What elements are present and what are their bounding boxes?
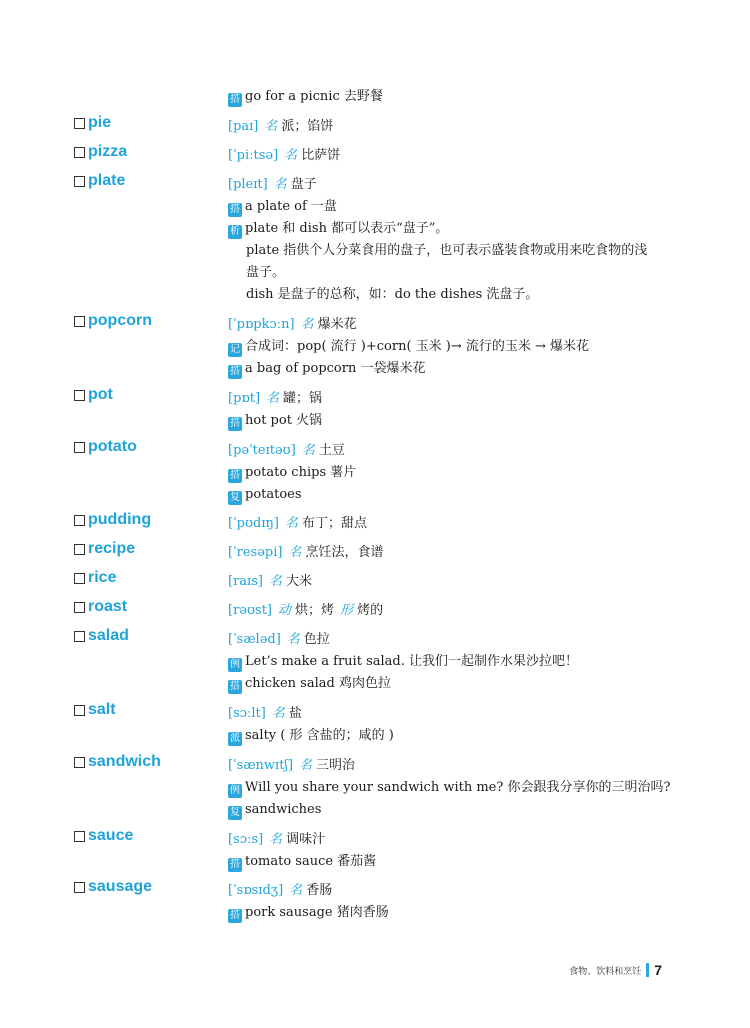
checkbox-icon	[74, 602, 85, 613]
label-badge-icon: 例	[230, 785, 240, 796]
checkbox-icon	[74, 118, 85, 129]
definition-line	[228, 755, 698, 777]
headword: popcorn	[88, 312, 152, 329]
definition-line	[228, 484, 698, 506]
part-of-speech: 名	[299, 758, 313, 773]
definition-text: 派；馅饼	[281, 119, 334, 134]
definition-text: plate 和 dish 都可以表示“盘子”。	[245, 221, 449, 236]
phonetic: [rəʊst]	[228, 603, 273, 618]
part-of-speech: 名	[269, 832, 283, 847]
vocab-word	[74, 312, 152, 330]
headword: roast	[88, 598, 128, 615]
headword: salad	[88, 627, 129, 644]
vocab-word	[74, 627, 129, 645]
headword: sausage	[88, 878, 153, 895]
vocab-word	[74, 878, 152, 896]
vocab-word	[74, 701, 116, 719]
phonetic: [ˈsæləd]	[228, 632, 281, 647]
label-badge-icon: 派	[230, 733, 240, 744]
part-of-speech: 名	[266, 391, 280, 406]
phonetic: [sɔːs]	[228, 832, 264, 847]
headword: rice	[88, 569, 117, 586]
label-badge-icon: 例	[230, 659, 240, 670]
part-of-speech: 形	[340, 603, 354, 618]
headword: pizza	[88, 143, 128, 160]
label-badge-icon: 搭	[230, 910, 240, 921]
definition-line	[228, 218, 698, 240]
definition-line	[228, 174, 698, 196]
label-badge-icon: 搭	[230, 94, 240, 105]
vocab-word	[74, 172, 125, 190]
vocab-word	[74, 827, 133, 845]
checkbox-icon	[74, 757, 85, 768]
definition-text: 爆米花	[317, 317, 357, 332]
definition-line	[228, 600, 698, 622]
label-badge-icon: 搭	[230, 366, 240, 377]
vocab-word	[74, 753, 161, 771]
definition-block	[228, 600, 698, 622]
definition-line	[228, 240, 698, 262]
definition-text: a bag of popcorn 一袋爆米花	[245, 361, 426, 376]
definition-block	[228, 314, 698, 380]
definition-block	[228, 880, 698, 924]
phonetic: [ˈpʊdɪŋ]	[228, 516, 279, 531]
definition-text: 烤的	[357, 603, 384, 618]
phonetic: [paɪ]	[228, 119, 259, 134]
definition-line	[228, 284, 698, 306]
definition-text: 调味汁	[286, 832, 326, 847]
checkbox-icon	[74, 544, 85, 555]
vocab-word	[74, 438, 137, 456]
definition-text: potatoes	[245, 487, 302, 502]
definition-text: Will you share your sandwich with me? 你会跟我分享你的三明治吗?	[245, 780, 671, 795]
definition-text: 盐	[288, 706, 302, 721]
definition-line	[228, 440, 698, 462]
checkbox-icon	[74, 316, 85, 327]
definition-line	[228, 902, 698, 924]
definition-line	[228, 116, 698, 138]
part-of-speech: 名	[284, 516, 298, 531]
definition-text: chicken salad 鸡肉色拉	[245, 676, 391, 691]
label-badge-icon: 搭	[230, 418, 240, 429]
part-of-speech: 名	[289, 883, 303, 898]
label-badge-icon: 复	[230, 492, 240, 503]
vocab-word	[74, 114, 111, 132]
checkbox-icon	[74, 631, 85, 642]
phonetic: [pəˈteɪtəʊ]	[228, 443, 296, 458]
part-of-speech: 名	[288, 545, 302, 560]
page-footer	[569, 962, 662, 978]
part-of-speech: 名	[271, 706, 285, 721]
definition-line	[228, 703, 698, 725]
definition-text: 合成词：pop( 流行 )+corn( 玉米 )→ 流行的玉米 → 爆米花	[245, 339, 590, 354]
definition-text: salty ( 形 含盐的；咸的 )	[245, 728, 394, 743]
page-number: 7	[654, 962, 662, 978]
label-badge-icon: 搭	[230, 859, 240, 870]
part-of-speech: 动	[278, 603, 292, 618]
part-of-speech: 名	[268, 574, 282, 589]
definition-block	[228, 755, 698, 821]
headword: pudding	[88, 511, 152, 528]
definition-block	[228, 542, 698, 564]
checkbox-icon	[74, 573, 85, 584]
definition-line	[228, 196, 698, 218]
checkbox-icon	[74, 176, 85, 187]
definition-block	[228, 440, 698, 506]
definition-text: 土豆	[318, 443, 345, 458]
phonetic: [ˈresəpi]	[228, 545, 283, 560]
definition-line	[228, 799, 698, 821]
headword: pie	[88, 114, 112, 131]
vocab-word	[74, 386, 113, 404]
definition-block	[228, 513, 698, 535]
definition-text: 大米	[285, 574, 312, 589]
phonetic: [ˈpiːtsə]	[228, 148, 279, 163]
headword: plate	[88, 172, 126, 189]
definition-text: 烹饪法，食谱	[305, 545, 384, 560]
checkbox-icon	[74, 147, 85, 158]
definition-text: tomato sauce 番茄酱	[245, 854, 377, 869]
headword: pot	[88, 386, 113, 403]
definition-line	[228, 542, 698, 564]
definition-line	[228, 410, 698, 432]
definition-text: 色拉	[303, 632, 330, 647]
headword: recipe	[88, 540, 136, 557]
vocab-word	[74, 598, 127, 616]
phonetic: [ˈsænwɪtʃ]	[228, 758, 294, 773]
vocab-word	[74, 143, 127, 161]
label-badge-icon: 复	[230, 807, 240, 818]
definition-block	[228, 116, 698, 138]
checkbox-icon	[74, 705, 85, 716]
vocab-word	[74, 511, 151, 529]
part-of-speech: 名	[286, 632, 300, 647]
definition-line	[228, 673, 698, 695]
definition-line	[228, 725, 698, 747]
label-badge-icon: 搭	[230, 204, 240, 215]
label-badge-icon: 搭	[230, 470, 240, 481]
definition-line	[228, 629, 698, 651]
definition-text: 布丁；甜点	[301, 516, 367, 531]
definition-block	[228, 86, 698, 108]
definition-text: 比萨饼	[301, 148, 341, 163]
definition-text: plate 指供个人分菜食用的盘子，也可表示盛装食物或用来吃食物的浅	[246, 243, 648, 258]
vocab-word	[74, 569, 116, 587]
definition-block	[228, 145, 698, 167]
definition-line	[228, 388, 698, 410]
part-of-speech: 名	[301, 443, 315, 458]
label-badge-icon: 搭	[230, 681, 240, 692]
definition-text: 罐；锅	[283, 391, 323, 406]
definition-line	[228, 358, 698, 380]
definition-block	[228, 388, 698, 432]
label-badge-icon: 析	[230, 226, 240, 237]
definition-text: Let’s make a fruit salad. 让我们一起制作水果沙拉吧！	[245, 654, 578, 669]
definition-block	[228, 629, 698, 695]
definition-text: potato chips 薯片	[245, 465, 357, 480]
definition-line	[228, 651, 698, 673]
checkbox-icon	[74, 442, 85, 453]
headword: sandwich	[88, 753, 161, 770]
definition-line	[228, 145, 698, 167]
phonetic: [ˈpɒpkɔːn]	[228, 317, 295, 332]
headword: sauce	[88, 827, 134, 844]
definition-block	[228, 174, 698, 306]
definition-text: go for a picnic 去野餐	[245, 89, 383, 104]
definition-block	[228, 571, 698, 593]
definition-line	[228, 462, 698, 484]
definition-line	[228, 314, 698, 336]
definition-text: a plate of 一盘	[245, 199, 337, 214]
definition-line	[228, 336, 698, 358]
headword: salt	[88, 701, 116, 718]
checkbox-icon	[74, 390, 85, 401]
definition-line	[228, 851, 698, 873]
checkbox-icon	[74, 515, 85, 526]
checkbox-icon	[74, 831, 85, 842]
definition-line	[228, 86, 698, 108]
definition-text: hot pot 火锅	[245, 413, 323, 428]
phonetic: [pɒt]	[228, 391, 261, 406]
footer-divider	[646, 963, 649, 977]
definition-text: 烘；烤	[295, 603, 335, 618]
checkbox-icon	[74, 882, 85, 893]
definition-text: 香肠	[306, 883, 333, 898]
definition-line	[228, 513, 698, 535]
label-badge-icon: 记	[230, 344, 240, 355]
phonetic: [pleɪt]	[228, 177, 268, 192]
definition-text: dish 是盘子的总称，如：do the dishes 洗盘子。	[246, 287, 539, 302]
definition-block	[228, 829, 698, 873]
definition-line	[228, 880, 698, 902]
headword: potato	[88, 438, 137, 455]
part-of-speech: 名	[273, 177, 287, 192]
definition-line	[228, 262, 698, 284]
part-of-speech: 名	[284, 148, 298, 163]
phonetic: [raɪs]	[228, 574, 263, 589]
definition-text: 盘子	[290, 177, 317, 192]
footer-section-title: 食物、饮料和烹饪	[569, 966, 642, 977]
definition-line	[228, 777, 698, 799]
definition-line	[228, 829, 698, 851]
phonetic: [sɔːlt]	[228, 706, 266, 721]
definition-text: 三明治	[316, 758, 356, 773]
definition-line	[228, 571, 698, 593]
phonetic: [ˈsɒsɪdʒ]	[228, 883, 284, 898]
definition-text: pork sausage 猪肉香肠	[245, 905, 389, 920]
definition-text: sandwiches	[245, 802, 322, 817]
vocab-word	[74, 540, 135, 558]
part-of-speech: 名	[264, 119, 278, 134]
part-of-speech: 名	[300, 317, 314, 332]
definition-block	[228, 703, 698, 747]
definition-text: 盘子。	[246, 265, 286, 280]
